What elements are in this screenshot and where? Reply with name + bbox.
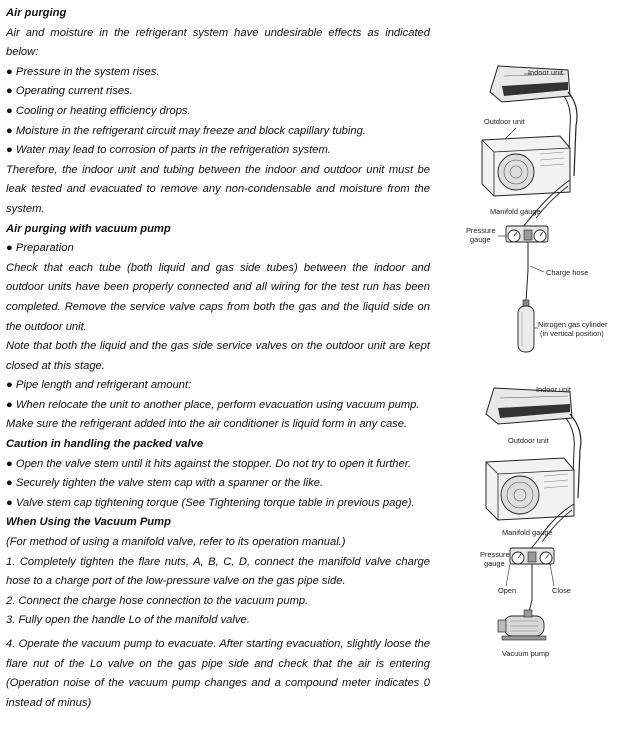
step-item: 1. Completely tighten the flare nuts, A, B, C, D, connect the manifold valve charge hose to a charge port of the low-pressure valve on the gas pipe side. <box>6 555 430 588</box>
label-nitrogen-1: Nitrogen gas cylinder <box>538 320 608 329</box>
label-vacuum-pump: Vacuum pump <box>502 649 550 658</box>
bullet-item: ● Moisture in the refrigerant circuit may freeze and block capillary tubing. <box>6 124 366 137</box>
label-pressure-gauge-1: Pressure <box>480 550 510 559</box>
check-paragraph: Check that each tube (both liquid and gas side tubes) between the indoor and outdoor units have been properly connected and all wiring for the test run has been completed. Remove the service valve caps from both the gas and the liquid side on the outdoor unit. <box>6 261 430 333</box>
diagram-nitrogen-svg <box>440 56 626 356</box>
label-outdoor-unit: Outdoor unit <box>484 117 525 126</box>
bullet-item: ● Cooling or heating efficiency drops. <box>6 104 191 117</box>
outdoor-unit-icon <box>486 458 574 520</box>
label-nitrogen-2: (in vertical position) <box>540 329 604 338</box>
bullet-preparation: ● Preparation <box>6 242 74 255</box>
vacuum-pump-icon <box>498 610 546 640</box>
label-pressure-gauge-1: Pressure <box>466 226 496 235</box>
heading-vacuum-purge: Air purging with vacuum pump <box>6 222 171 235</box>
outdoor-unit-icon <box>482 136 570 196</box>
diagram-nitrogen-setup <box>440 56 626 356</box>
manifold-note: (For method of using a manifold valve, refer to its operation manual.) <box>6 536 346 549</box>
diagram-vacuum-svg <box>440 380 626 670</box>
bullet-item: ● Open the valve stem until it hits against the stopper. Do not try to open it further. <box>6 457 412 470</box>
bullet-item: ● Operating current rises. <box>6 85 133 98</box>
diagram-vacuum-setup <box>440 380 626 670</box>
label-charge-hose: Charge hose <box>546 268 589 277</box>
nitrogen-cylinder-icon <box>518 300 534 352</box>
label-indoor-unit: Indoor unit <box>528 68 563 77</box>
heading-air-purging: Air purging <box>6 7 67 19</box>
label-close: Close <box>552 586 571 595</box>
manifold-gauge-icon <box>506 226 548 242</box>
bullet-pipe-length: ● Pipe length and refrigerant amount: <box>6 379 192 392</box>
step-item: 2. Connect the charge hose connection to the vacuum pump. <box>6 594 309 607</box>
bullet-item: ● Pressure in the system rises. <box>6 65 160 78</box>
bullet-item: ● Valve stem cap tightening torque (See Tightening torque table in previous page). <box>6 496 415 509</box>
liquid-note: Make sure the refrigerant added into the air conditioner is liquid form in any case. <box>6 418 408 431</box>
label-pressure-gauge-2: gauge <box>484 559 505 568</box>
label-indoor-unit: Indoor unit <box>536 385 571 394</box>
bullet-item: ● Securely tighten the valve stem cap with a spanner or the like. <box>6 477 324 490</box>
label-open: Open <box>498 586 517 595</box>
label-manifold-gauge: Manifold gauge <box>490 207 541 216</box>
conclusion-paragraph: Therefore, the indoor unit and tubing between the indoor and outdoor unit must be leak tested and evacuated to remove any non-condensable and moisture from the system. <box>6 163 430 215</box>
step-item: 3. Fully open the handle Lo of the manifold valve. <box>6 614 250 627</box>
heading-vacuum-pump: When Using the Vacuum Pump <box>6 516 171 529</box>
intro-paragraph: Air and moisture in the refrigerant system have undesirable effects as indicated below: <box>6 26 430 59</box>
document-text <box>6 4 430 713</box>
label-outdoor-unit: Outdoor unit <box>508 436 549 445</box>
label-manifold-gauge: Manifold gauge <box>502 528 553 537</box>
bullet-item: ● Water may lead to corrosion of parts in the refrigeration system. <box>6 144 331 157</box>
manifold-gauge-icon <box>510 548 554 564</box>
heading-caution: Caution in handling the packed valve <box>6 438 204 451</box>
label-pressure-gauge-2: gauge <box>470 235 491 244</box>
bullet-relocate: ● When relocate the unit to another place, perform evacuation using vacuum pump. <box>6 398 420 411</box>
step-item: 4. Operate the vacuum pump to evacuate. After starting evacuation, slightly loose the flare nut of the Lo valve on the gas pipe side and check that the air is entering (Operation noise of the vacuum pump changes and a compound meter indicates 0 instead of minus) <box>6 638 430 709</box>
note-paragraph: Note that both the liquid and the gas side service valves on the outdoor unit are kept closed at this stage. <box>6 340 430 372</box>
